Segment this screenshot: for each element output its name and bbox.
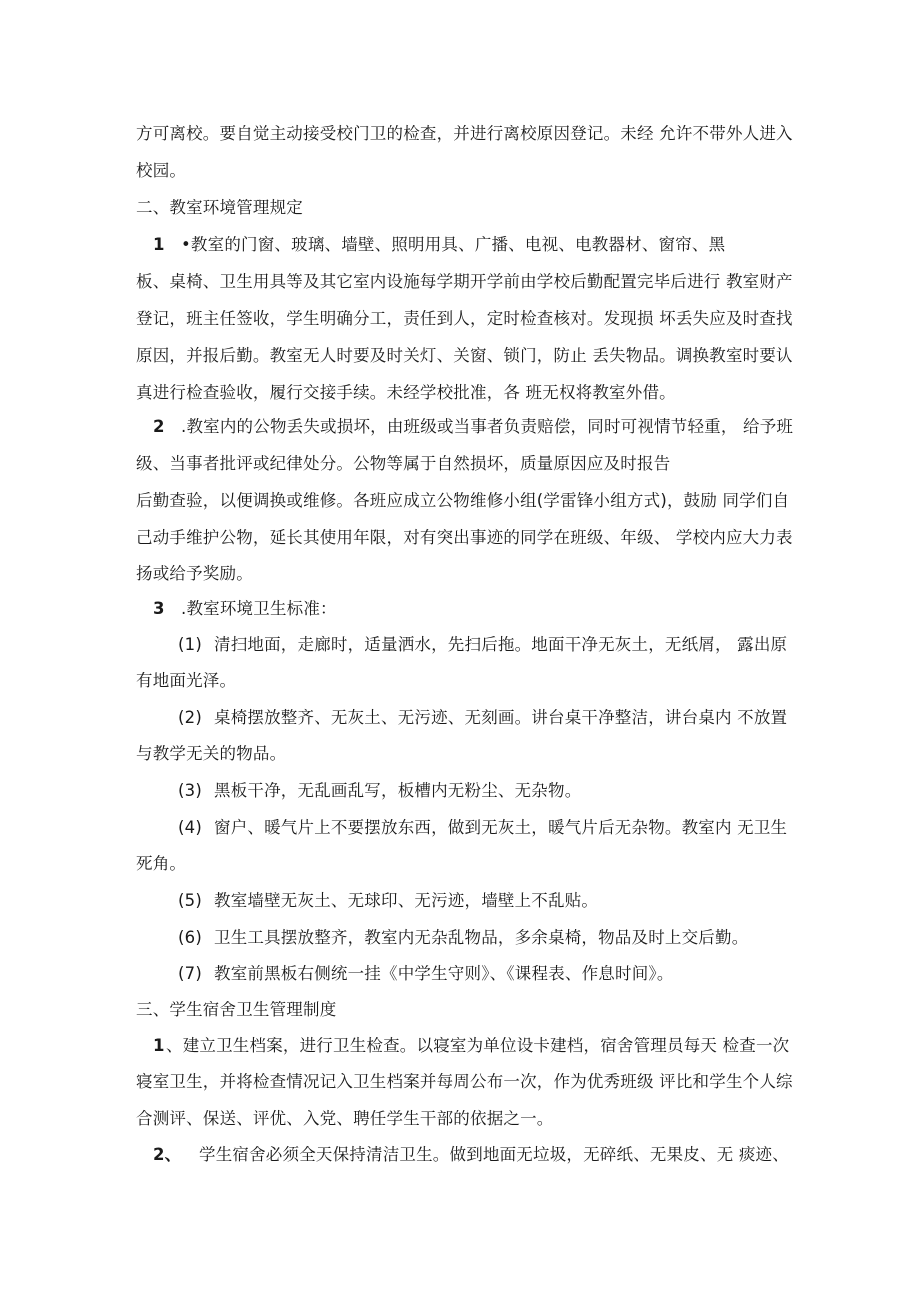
text-line: 扬或给予奖励。 — [136, 564, 253, 583]
item-number: 1 — [153, 235, 165, 254]
text-line: 合测评、保送、评优、入党、聘任学生干部的依据之一。 — [136, 1109, 554, 1128]
text-line: 与教学无关的物品。 — [136, 744, 287, 763]
text-line: 窗户、暖气片上不要摆放东西，做到无灰土，暖气片后无杂物。教室内 无卫生 — [214, 818, 788, 837]
text-line: .教室环境卫生标准： — [181, 599, 337, 618]
sub-item-number: (3) — [178, 781, 202, 800]
sub-item-number: (6) — [178, 928, 202, 947]
text-line: 教室墙壁无灰土、无球印、无污迹，墙壁上不乱贴。 — [214, 891, 599, 910]
text-line: 级、当事者批评或纪律处分。公物等属于自然损坏，质量原因应及时报告 — [136, 454, 671, 473]
text-line: 后勤查验，以便调换或维修。各班应成立公物维修小组(学雷锋小组方式)，鼓励 同学们自 — [136, 491, 790, 510]
sub-item-number: (1) — [178, 635, 202, 654]
sub-item-number: (5) — [178, 891, 202, 910]
sub-item-number: (4) — [178, 818, 202, 837]
sub-item-number: (2) — [178, 708, 202, 727]
text-line: 桌椅摆放整齐、无灰土、无污迹、无刻画。讲台桌干净整洁，讲台桌内 不放置 — [214, 708, 788, 727]
text-line: 清扫地面，走廊时，适量洒水，先扫后拖。地面干净无灰土，无纸屑， 露出原 — [214, 635, 788, 654]
section-heading: 三、学生宿舍卫生管理制度 — [136, 1000, 337, 1019]
text-line: 原因，并报后勤。教室无人时要及时关灯、关窗、锁门，防止 丢失物品。调换教室时要认 — [136, 346, 793, 365]
item-number: 2、 — [153, 1145, 182, 1164]
sub-item-number: (7) — [178, 964, 202, 983]
text-line: 有地面光泽。 — [136, 671, 237, 690]
item-number: 3 — [153, 599, 165, 618]
text-line: 己动手维护公物，延长其使用年限，对有突出事迹的同学在班级、年级、 学校内应大力表 — [136, 528, 793, 547]
text-line: 黑板干净，无乱画乱写，板槽内无粉尘、无杂物。 — [214, 781, 582, 800]
text-line: 真进行检查验收，履行交接手续。未经学校批准，各 班无权将教室外借。 — [136, 383, 676, 402]
text-line: 校园。 — [136, 161, 187, 180]
item-number: 2 — [153, 417, 165, 436]
text-line: 教室前黑板右侧统一挂《中学生守则》、《课程表、作息时间》。 — [214, 964, 674, 983]
text-line: 学生宿舍必须全天保持清洁卫生。做到地面无垃圾，无碎纸、无果皮、无 痰迹、 — [199, 1145, 789, 1164]
text-line: 死角。 — [136, 854, 187, 873]
text-line: 卫生工具摆放整齐，教室内无杂乱物品，多余桌椅，物品及时上交后勤。 — [214, 928, 749, 947]
text-line: 登记，班主任签收，学生明确分工，责任到人，定时检查核对。发现损 坏丢失应及时查找 — [136, 309, 793, 328]
text-line: 寝室卫生，并将检查情况记入卫生档案并每周公布一次，作为优秀班级 评比和学生个人综 — [136, 1072, 793, 1091]
text-line: .教室内的公物丢失或损坏，由班级或当事者负责赔偿，同时可视情节轻重， 给予班 — [181, 417, 794, 436]
text-line: •教室的门窗、玻璃、墙壁、照明用具、广播、电视、电教器材、窗帘、黑 — [181, 235, 726, 254]
text-line: 方可离校。要自觉主动接受校门卫的检查，并进行离校原因登记。未经 允许不带外人进入 — [136, 124, 793, 143]
section-heading: 二、教室环境管理规定 — [136, 198, 303, 217]
text-line: 板、桌椅、卫生用具等及其它室内设施每学期开学前由学校后勤配置完毕后进行 教室财产 — [136, 272, 793, 291]
item-number: 1 — [153, 1036, 165, 1055]
text-line: 、建立卫生档案，进行卫生检查。以寝室为单位设卡建档，宿舍管理员每天 检查一次 — [166, 1036, 790, 1055]
